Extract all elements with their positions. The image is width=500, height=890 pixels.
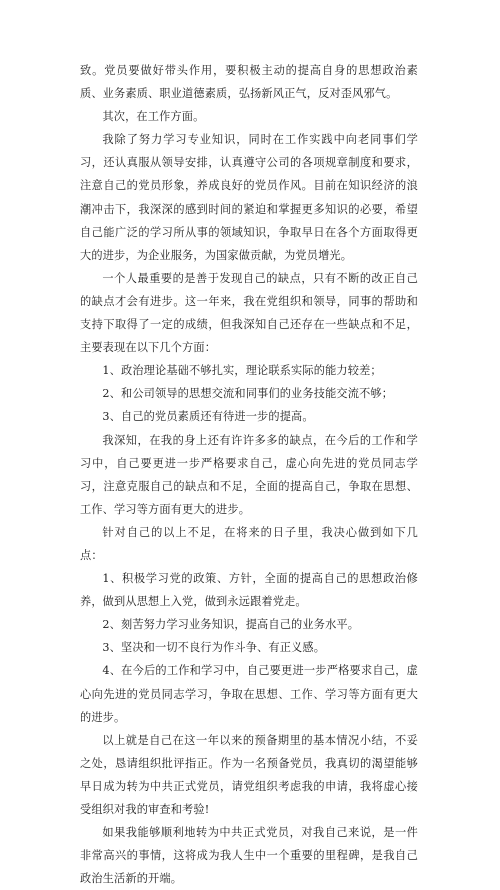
list-item-1: 1、政治理论基础不够扎实，理论联系实际的能力较差； <box>102 364 382 378</box>
paragraph-6: 针对自己的以上不足，在将来的日子里，我决心做到如下几点： <box>80 525 418 562</box>
list-item-2: 2、和公司领导的思想交流和同事们的业务技能交流不够； <box>102 387 394 401</box>
paragraph-5: 我深知，在我的身上还有许许多多的缺点，在今后的工作和学习中，自己要更进一步严格要求自己，虚心向先进的党员同志学习，注意克服自己的缺点和不足，全面的提高自己，争取在思想、工作、学习等方面有更大的进步。 <box>80 433 418 516</box>
paragraph-7: 以上就是自己在这一年以来的预备期里的基本情况小结，不妥之处，恳请组织批评指正。作为一名预备党员，我真切的渴望能够早日成为转为中共正式党员，请党组织考虑我的申请，我将虚心接受组织对我的审查和考验! <box>80 733 418 816</box>
paragraph-2: 其次，在工作方面。 <box>102 110 205 124</box>
plan-item-4: 4、在今后的工作和学习中，自己要更进一步严格要求自己，虚心向先进的党员同志学习，争取在思想、工作、学习等方面有更大的进步。 <box>80 664 418 724</box>
paragraph-3: 我除了努力学习专业知识，同时在工作实践中向老同事们学习，还认真服从领导安排，认真遵守公司的各项规章制度和要求，注意自己的党员形象，养成良好的党员作风。目前在知识经济的浪潮冲击下，我深深的感到时间的紧迫和掌握更多知识的必要，希望自己能广泛的学习所从事的领域知识，争取早日在各个方面取得更大的进步，为企业服务，为国家做贡献，为党员增光。 <box>80 133 418 262</box>
paragraph-1: 致。党员要做好带头作用，要积极主动的提高自身的思想政治素质、业务素质、职业道德素质，弘扬新风正气，反对歪风邪气。 <box>80 64 418 101</box>
document-page <box>80 59 418 890</box>
plan-item-3: 3、坚决和一切不良行为作斗争、有正义感。 <box>102 641 326 655</box>
paragraph-4: 一个人最重要的是善于发现自己的缺点，只有不断的改正自己的缺点才会有进步。这一年来，我在党组织和领导，同事的帮助和支持下取得了一定的成绩，但我深知自己还存在一些缺点和不足，主要表现在以下几个方面： <box>80 271 418 355</box>
list-item-3: 3、自己的党员素质还有待进一步的提高。 <box>102 410 314 424</box>
plan-item-1: 1、积极学习党的政策、方针，全面的提高自己的思想政治修养，做到从思想上入党，做到永远跟着党走。 <box>80 572 418 609</box>
paragraph-8: 如果我能够顺利地转为中共正式党员，对我自己来说，是一件非常高兴的事情，这将成为我人生中一个重要的里程碑，是我自己政治生活新的开端。 <box>80 826 418 886</box>
plan-item-2: 2、刻苦努力学习业务知识，提高自己的业务水平。 <box>102 618 360 632</box>
